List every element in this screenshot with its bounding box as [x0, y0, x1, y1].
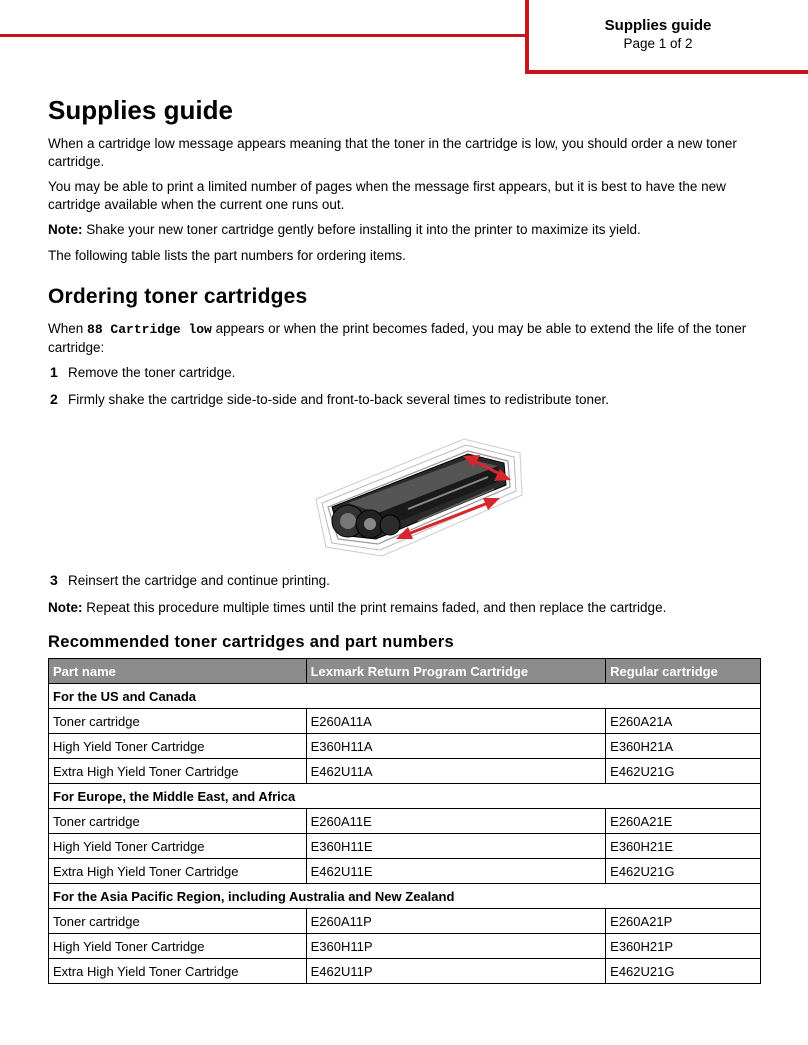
cell-return-program: E360H11E	[306, 834, 606, 859]
page-title: Supplies guide	[48, 95, 233, 125]
region-label: For Europe, the Middle East, and Africa	[49, 784, 761, 809]
column-header-part-name: Part name	[49, 659, 307, 684]
cell-regular: E260A21E	[606, 809, 761, 834]
cell-return-program: E260A11E	[306, 809, 606, 834]
table-group-row	[49, 684, 761, 709]
cell-return-program: E360H11A	[306, 734, 606, 759]
table-row	[49, 934, 761, 959]
ordering-intro-lead: When	[48, 321, 88, 336]
section-heading-ordering: Ordering toner cartridges	[48, 285, 308, 308]
note-label: Note:	[48, 222, 83, 237]
cell-return-program: E462U11A	[306, 759, 606, 784]
table-row	[49, 909, 761, 934]
ordering-intro-tail: appears or when the print becomes faded, you may be able to extend the life of the toner cartridge:	[48, 321, 747, 355]
step-text: Reinsert the cartridge and continue printing.	[68, 573, 330, 588]
table-group-row	[49, 784, 761, 809]
table-header-row	[49, 659, 761, 684]
header-page-number: Page 1 of 2	[623, 36, 693, 51]
table-row	[49, 809, 761, 834]
table-row	[49, 834, 761, 859]
cell-part-name: High Yield Toner Cartridge	[49, 934, 307, 959]
document-body	[48, 94, 761, 984]
panel-message-code: 88 Cartridge low	[87, 322, 212, 337]
step-number: 1	[50, 364, 58, 380]
step-text: Remove the toner cartridge.	[68, 365, 236, 380]
note-shake	[48, 221, 761, 239]
step-number: 3	[50, 572, 58, 588]
cell-return-program: E462U11P	[306, 959, 606, 984]
header-title: Supplies guide	[604, 17, 712, 34]
cell-part-name: Toner cartridge	[49, 709, 307, 734]
note-repeat	[48, 599, 761, 617]
cell-regular: E260A21A	[606, 709, 761, 734]
cell-regular: E462U21G	[606, 959, 761, 984]
ordering-intro	[48, 320, 761, 356]
cell-part-name: High Yield Toner Cartridge	[49, 834, 307, 859]
step-text: Firmly shake the cartridge side-to-side and front-to-back several times to redistribute toner.	[68, 391, 609, 407]
region-label: For the US and Canada	[49, 684, 761, 709]
cell-regular: E360H21P	[606, 934, 761, 959]
note-label: Note:	[48, 599, 83, 615]
cell-regular: E360H21E	[606, 834, 761, 859]
cell-return-program: E260A11A	[306, 709, 606, 734]
cell-part-name: High Yield Toner Cartridge	[49, 734, 307, 759]
step-number: 2	[50, 390, 58, 407]
note-text: Shake your new toner cartridge gently before installing it into the printer to maximize its yield.	[82, 222, 641, 237]
table-row	[49, 759, 761, 784]
table-row	[49, 709, 761, 734]
cell-return-program: E260A11P	[306, 909, 606, 934]
cell-regular: E260A21P	[606, 909, 761, 934]
cell-part-name: Toner cartridge	[49, 809, 307, 834]
cell-return-program: E462U11E	[306, 859, 606, 884]
shake-cartridge-illustration	[48, 421, 761, 561]
table-group-row	[49, 884, 761, 909]
column-header-regular: Regular cartridge	[606, 659, 761, 684]
table-row	[49, 734, 761, 759]
note-text: Repeat this procedure multiple times until the print remains faded, and then replace the cartridge.	[82, 599, 667, 615]
cell-part-name: Extra High Yield Toner Cartridge	[49, 959, 307, 984]
cell-part-name: Extra High Yield Toner Cartridge	[49, 859, 307, 884]
intro-paragraph-1: When a cartridge low message appears meaning that the toner in the cartridge is low, you should order a new toner cartridge.	[48, 136, 737, 169]
cell-return-program: E360H11P	[306, 934, 606, 959]
table-row	[49, 859, 761, 884]
section-heading-part-numbers: Recommended toner cartridges and part numbers	[48, 633, 454, 651]
region-label: For the Asia Pacific Region, including Australia and New Zealand	[49, 884, 761, 909]
cell-regular: E462U21G	[606, 759, 761, 784]
intro-paragraph-2: You may be able to print a limited number of pages when the message first appears, but it is best to have the new cartridge available when the current one runs out.	[48, 179, 726, 212]
step-1	[48, 364, 761, 382]
column-header-return-program: Lexmark Return Program Cartridge	[306, 659, 606, 684]
cell-part-name: Extra High Yield Toner Cartridge	[49, 759, 307, 784]
cell-regular: E360H21A	[606, 734, 761, 759]
table-row	[49, 959, 761, 984]
intro-paragraph-3: The following table lists the part numbers for ordering items.	[48, 247, 406, 263]
header-rule-vertical	[525, 0, 529, 73]
cell-part-name: Toner cartridge	[49, 909, 307, 934]
header-rule-bottom	[525, 70, 808, 74]
cell-regular: E462U21G	[606, 859, 761, 884]
step-3	[48, 572, 761, 590]
step-2	[48, 391, 761, 409]
part-numbers-table	[48, 658, 761, 984]
header-rule-left	[0, 34, 528, 37]
